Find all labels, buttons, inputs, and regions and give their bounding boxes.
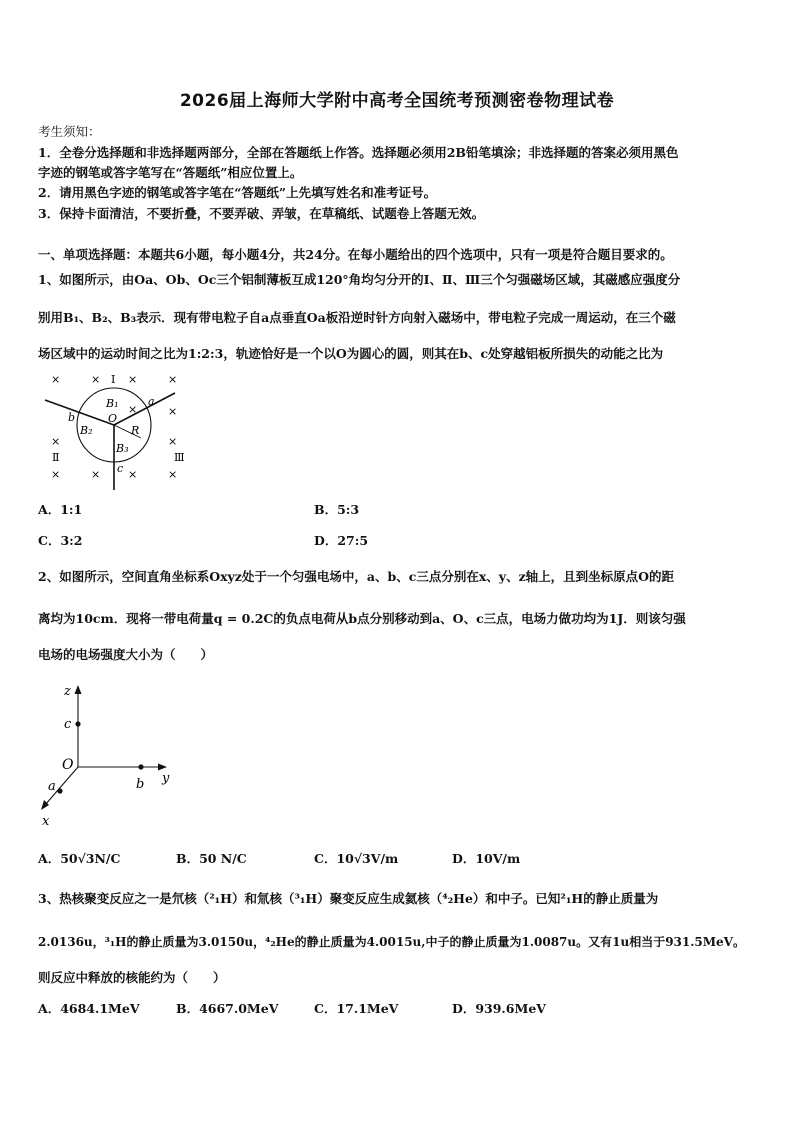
q1-option-a[interactable]: A．1:1 xyxy=(38,502,83,517)
q1-magnetic-field-figure xyxy=(38,368,198,493)
field-mark: × xyxy=(168,373,178,386)
radius-label: R xyxy=(131,424,140,437)
plate-oa xyxy=(114,393,178,425)
field-mark: × xyxy=(168,468,178,481)
q1-option-c[interactable]: C．3:2 xyxy=(38,533,83,548)
field-mark: × xyxy=(91,468,101,481)
notice-heading: 考生须知： xyxy=(38,124,101,139)
point-c xyxy=(75,721,80,726)
b3-label: B₃ xyxy=(116,442,129,455)
region-III-label: Ⅲ xyxy=(174,451,185,464)
q1-option-b[interactable]: B．5:3 xyxy=(314,502,360,517)
b-label: b xyxy=(136,777,145,792)
field-mark: × xyxy=(91,373,101,386)
q3-option-a[interactable]: A．4684.1MeV xyxy=(38,1001,140,1016)
b1-label: B₁ xyxy=(106,397,119,410)
page-title: 2026届上海师大学附中高考全国统考预测密卷物理试卷 xyxy=(179,91,615,111)
q2-coordinate-figure xyxy=(36,678,186,828)
b2-label: B₂ xyxy=(80,424,93,437)
y-axis-label: y xyxy=(162,771,170,786)
field-mark: × xyxy=(51,468,61,481)
a-label: a xyxy=(48,779,56,794)
z-axis-arrow xyxy=(75,685,82,694)
q3-line-3: 则反应中释放的核能约为（ ） xyxy=(38,970,226,985)
region-II-label: Ⅱ xyxy=(52,451,60,464)
q1-line-1: 1、如图所示，由Oa、Ob、Oc三个铝制薄板互成120°角均匀分开的Ⅰ、Ⅱ、Ⅲ三个匀强磁场区域，其磁感应强度分 xyxy=(38,272,681,287)
origin-label: O xyxy=(62,757,74,773)
notice-line-1b: 字迹的钢笔或答字笔写在“答题纸”相应位置上。 xyxy=(38,165,303,180)
notice-line-2: 2．请用黑色字迹的钢笔或答字笔在“答题纸”上先填写姓名和准考证号。 xyxy=(38,185,437,200)
field-mark: × xyxy=(128,373,138,386)
q3-option-d[interactable]: D．939.6MeV xyxy=(452,1001,546,1016)
q2-line-1: 2、如图所示，空间直角坐标系Oxyz处于一个匀强电场中，a、b、c三点分别在x、y、z轴上，且到坐标原点O的距 xyxy=(38,569,675,584)
region-I-label: Ⅰ xyxy=(111,373,116,386)
q3-line-1: 3、热核聚变反应之一是氘核（²₁H）和氚核（³₁H）聚变反应生成氦核（⁴₂He）和中子。已知²₁H的静止质量为 xyxy=(38,891,659,906)
origin-label: O xyxy=(108,412,118,425)
point-b xyxy=(138,764,143,769)
q3-line-2: 2.0136u，³₁H的静止质量为3.0150u，⁴₂He的静止质量为4.0015u,中子的静止质量为1.0087u。又有1u相当于931.5MeV。 xyxy=(38,935,745,949)
q2-line-2: 离均为10cm．现将一带电荷量q = 0.2C的负点电荷从b点分别移动到a、O、c三点，电场力做功均为1J．则该匀强 xyxy=(38,611,686,626)
field-mark: × xyxy=(51,373,61,386)
q1-option-d[interactable]: D．27:5 xyxy=(314,533,369,548)
point-c-label: c xyxy=(117,462,124,475)
q3-option-c[interactable]: C．17.1MeV xyxy=(314,1001,399,1016)
q1-line-3: 场区域中的运动时间之比为1:2:3，轨迹恰好是一个以O为圆心的圆，则其在b、c处穿越铝板所损失的动能之比为 xyxy=(38,346,664,361)
q2-line-3: 电场的电场强度大小为（ ） xyxy=(38,647,214,662)
q2-option-c[interactable]: C．10√3V/m xyxy=(314,851,399,866)
z-axis-label: z xyxy=(64,684,71,699)
c-label: c xyxy=(64,717,72,732)
y-axis-arrow xyxy=(158,764,167,771)
point-b-label: b xyxy=(68,411,76,424)
field-mark: × xyxy=(168,405,178,418)
notice-line-3: 3．保持卡面清洁，不要折叠，不要弄破、弄皱，在草稿纸、试题卷上答题无效。 xyxy=(38,206,485,221)
q3-option-b[interactable]: B．4667.0MeV xyxy=(176,1001,279,1016)
notice-line-1a: 1．全卷分选择题和非选择题两部分，全部在答题纸上作答。选择题必须用2B铅笔填涂；非选择题的答案必须用黑色 xyxy=(38,145,679,160)
field-mark: × xyxy=(128,468,138,481)
point-a xyxy=(57,788,62,793)
q1-line-2: 别用B₁、B₂、B₃表示．现有带电粒子自a点垂直Oa板沿逆时针方向射入磁场中，带电粒子完成一周运动，在三个磁 xyxy=(38,310,676,325)
q2-option-d[interactable]: D．10V/m xyxy=(452,851,521,866)
point-a-label: a xyxy=(148,395,155,408)
plate-ob xyxy=(45,400,114,425)
x-axis-label: x xyxy=(42,814,50,828)
q2-option-a[interactable]: A．50√3N/C xyxy=(38,851,121,866)
q2-option-b[interactable]: B．50 N/C xyxy=(176,851,247,866)
field-mark: × xyxy=(128,403,138,416)
field-mark: × xyxy=(168,435,178,448)
field-mark: × xyxy=(51,435,61,448)
section-heading: 一、单项选择题：本题共6小题，每小题4分，共24分。在每小题给出的四个选项中，只有一项是符合题目要求的。 xyxy=(38,247,673,262)
